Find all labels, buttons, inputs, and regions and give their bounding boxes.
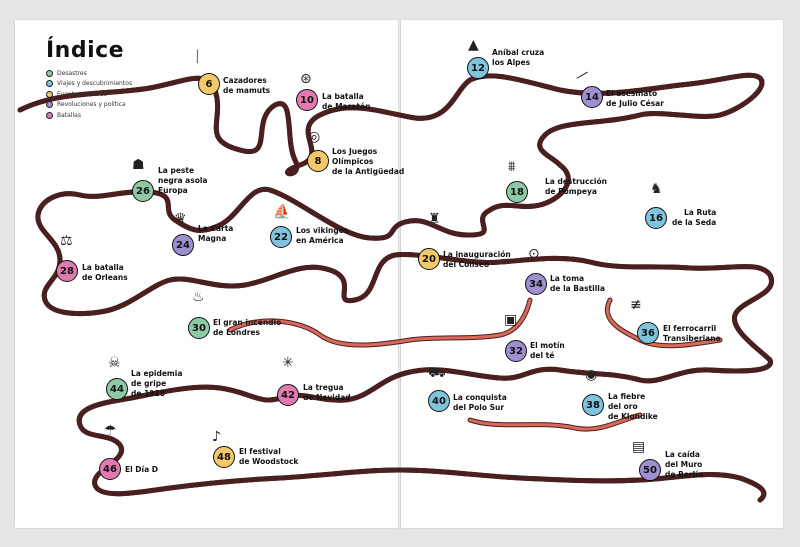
legend-item-revoluciones xyxy=(46,100,132,111)
entry-line: El asesinato xyxy=(606,89,658,98)
entry-label-36[interactable] xyxy=(663,324,721,344)
entry-line: Aníbal cruza xyxy=(492,48,545,57)
entry-badge-12[interactable]: 12 xyxy=(467,57,489,79)
shield-icon: ⊛ xyxy=(300,71,312,87)
rail-icon: ≢ xyxy=(630,297,642,313)
entry-badge-26[interactable]: 26 xyxy=(132,180,154,202)
entry-line: Los Juegos xyxy=(332,147,378,156)
entry-line: La epidemia xyxy=(131,369,183,378)
entry-label-18[interactable] xyxy=(545,177,607,197)
crate-icon: ▣ xyxy=(504,312,518,328)
entry-badge-18[interactable]: 18 xyxy=(506,181,528,203)
entry-badge-16[interactable]: 16 xyxy=(645,207,667,229)
entry-label-34[interactable] xyxy=(550,274,605,294)
entry-badge-34[interactable]: 34 xyxy=(525,273,547,295)
legend-label: Viajes y descubrimientos xyxy=(57,80,132,88)
entry-badge-6[interactable]: 6 xyxy=(198,73,220,95)
legend-label: Desastres xyxy=(57,69,87,77)
entry-label-28[interactable] xyxy=(82,263,128,283)
legend-item-viajes xyxy=(46,79,132,90)
entry-badge-42[interactable]: 42 xyxy=(277,384,299,406)
legend-item-eventos xyxy=(46,89,132,100)
legend-dot xyxy=(46,112,53,119)
entry-line: del Muro xyxy=(665,460,703,469)
entry-badge-36[interactable]: 36 xyxy=(637,322,659,344)
entry-label-38[interactable] xyxy=(608,392,658,422)
entry-badge-48[interactable]: 48 xyxy=(213,446,235,468)
ruins-icon: ⩩ xyxy=(508,159,516,175)
entry-label-24[interactable] xyxy=(198,224,233,244)
dagger-icon: — xyxy=(571,64,593,86)
entry-label-30[interactable] xyxy=(213,318,281,338)
entry-label-20[interactable] xyxy=(443,250,511,270)
entry-line: La destrucción xyxy=(545,177,607,186)
entry-line: La fiebre xyxy=(608,392,646,401)
entry-label-12[interactable] xyxy=(492,48,544,68)
entry-line: de mamuts xyxy=(223,86,271,95)
entry-line: de Orleans xyxy=(82,273,128,282)
wall-icon: ▤ xyxy=(632,439,646,455)
entry-line: La batalla xyxy=(82,263,124,272)
entry-label-42[interactable] xyxy=(303,383,351,403)
entry-line: El festival xyxy=(239,447,281,456)
discus-icon: ◎ xyxy=(308,129,321,145)
entry-line: El gran incendio xyxy=(213,318,282,327)
entry-label-10[interactable] xyxy=(322,92,370,112)
entry-label-14[interactable] xyxy=(606,89,664,109)
legend-dot xyxy=(46,101,53,108)
legend-item-desastres xyxy=(46,68,132,79)
legend-label: Eventos sociales xyxy=(57,90,107,98)
entry-badge-28[interactable]: 28 xyxy=(56,260,78,282)
entry-badge-20[interactable]: 20 xyxy=(418,248,440,270)
spear-icon: ⟋ xyxy=(189,47,207,67)
entry-label-46[interactable] xyxy=(125,465,158,475)
entry-line: negra asola xyxy=(158,176,208,185)
sled-icon: ⛟ xyxy=(428,365,446,381)
entry-line: en América xyxy=(296,236,344,245)
entry-badge-40[interactable]: 40 xyxy=(428,390,450,412)
guitar-icon: ♪ xyxy=(212,429,221,445)
cannon-icon: ⊙ xyxy=(528,246,540,262)
entry-badge-32[interactable]: 32 xyxy=(505,340,527,362)
scales-icon: ⚖ xyxy=(60,233,73,249)
entry-badge-44[interactable]: 44 xyxy=(106,378,128,400)
entry-line: de 1918 xyxy=(131,389,165,398)
entry-line: La toma xyxy=(550,274,585,283)
entry-line: de Navidad xyxy=(303,393,351,402)
entry-line: del oro xyxy=(608,402,638,411)
legend-item-batallas xyxy=(46,110,132,121)
entry-line: del té xyxy=(530,351,555,360)
entry-line: El motín xyxy=(530,341,565,350)
rat-icon: ☗ xyxy=(132,157,145,173)
entry-label-48[interactable] xyxy=(239,447,298,467)
crown-icon: ♛ xyxy=(174,211,187,227)
entry-line: del Polo Sur xyxy=(453,403,505,412)
entry-line: del Coliseo xyxy=(443,260,490,269)
entry-line: La batalla xyxy=(322,92,364,101)
entry-badge-10[interactable]: 10 xyxy=(296,89,318,111)
entry-label-8[interactable] xyxy=(332,147,404,177)
entry-badge-24[interactable]: 24 xyxy=(172,234,194,256)
entry-label-16[interactable] xyxy=(672,208,716,228)
legend-dot xyxy=(46,70,53,77)
entry-line: de Berlín xyxy=(665,470,704,479)
entry-line: de Londres xyxy=(213,328,260,337)
entry-line: de la Seda xyxy=(672,218,717,227)
entry-line: Los vikingos xyxy=(296,226,349,235)
entry-line: de Woodstock xyxy=(239,457,299,466)
entry-line: Magna xyxy=(198,234,227,243)
entry-line: los Alpes xyxy=(492,58,531,67)
entry-label-6[interactable] xyxy=(223,76,270,96)
entry-badge-38[interactable]: 38 xyxy=(582,394,604,416)
legend-dot xyxy=(46,80,53,87)
entry-badge-46[interactable]: 46 xyxy=(99,458,121,480)
entry-label-44[interactable] xyxy=(131,369,182,399)
gold-pan-icon: ◉ xyxy=(585,367,598,383)
mountain-icon: ▲ xyxy=(468,37,479,53)
camel-icon: ♞ xyxy=(650,181,663,197)
legend-label: Batallas xyxy=(57,111,81,119)
entry-line: de gripe xyxy=(131,379,167,388)
entry-label-50[interactable] xyxy=(665,450,703,480)
entry-line: de Julio César xyxy=(606,99,664,108)
index-title: Índice xyxy=(46,38,125,63)
entry-line: El ferrocarril xyxy=(663,324,717,333)
entry-label-26[interactable] xyxy=(158,166,207,196)
entry-line: El Día D xyxy=(125,465,158,474)
legend xyxy=(46,68,132,121)
entry-line: Transiberiano xyxy=(663,334,721,343)
entry-label-22[interactable] xyxy=(296,226,348,246)
entry-line: La Carta xyxy=(198,224,234,233)
entry-line: de Klondike xyxy=(608,412,658,421)
entry-badge-30[interactable]: 30 xyxy=(188,317,210,339)
entry-line: de Maratón xyxy=(322,102,371,111)
entry-badge-50[interactable]: 50 xyxy=(639,459,661,481)
entry-line: Olímpicos xyxy=(332,157,374,166)
legend-dot xyxy=(46,91,53,98)
entry-line: Cazadores xyxy=(223,76,267,85)
helmet-icon: ♜ xyxy=(428,211,441,227)
entry-line: La inauguración xyxy=(443,250,511,259)
entry-line: La conquista xyxy=(453,393,507,402)
entry-label-32[interactable] xyxy=(530,341,565,361)
entry-badge-14[interactable]: 14 xyxy=(581,86,603,108)
entry-line: de Pompeya xyxy=(545,187,597,196)
skull-icon: ☠ xyxy=(108,355,121,371)
tree-icon: ✳ xyxy=(282,355,294,371)
entry-badge-8[interactable]: 8 xyxy=(307,150,329,172)
entry-badge-22[interactable]: 22 xyxy=(270,226,292,248)
fire-icon: ♨ xyxy=(192,289,205,305)
entry-line: de la Antigüedad xyxy=(332,167,405,176)
entry-line: La caída xyxy=(665,450,700,459)
entry-line: La peste xyxy=(158,166,195,175)
entry-line: La tregua xyxy=(303,383,344,392)
legend-label: Revoluciones y política xyxy=(57,101,126,109)
entry-line: de la Bastilla xyxy=(550,284,605,293)
entry-line: Europa xyxy=(158,186,188,195)
entry-line: La Ruta xyxy=(684,208,717,217)
ship-icon: ⛵ xyxy=(273,204,291,220)
entry-label-40[interactable] xyxy=(453,393,507,413)
parachute-icon: ☂ xyxy=(104,423,117,439)
